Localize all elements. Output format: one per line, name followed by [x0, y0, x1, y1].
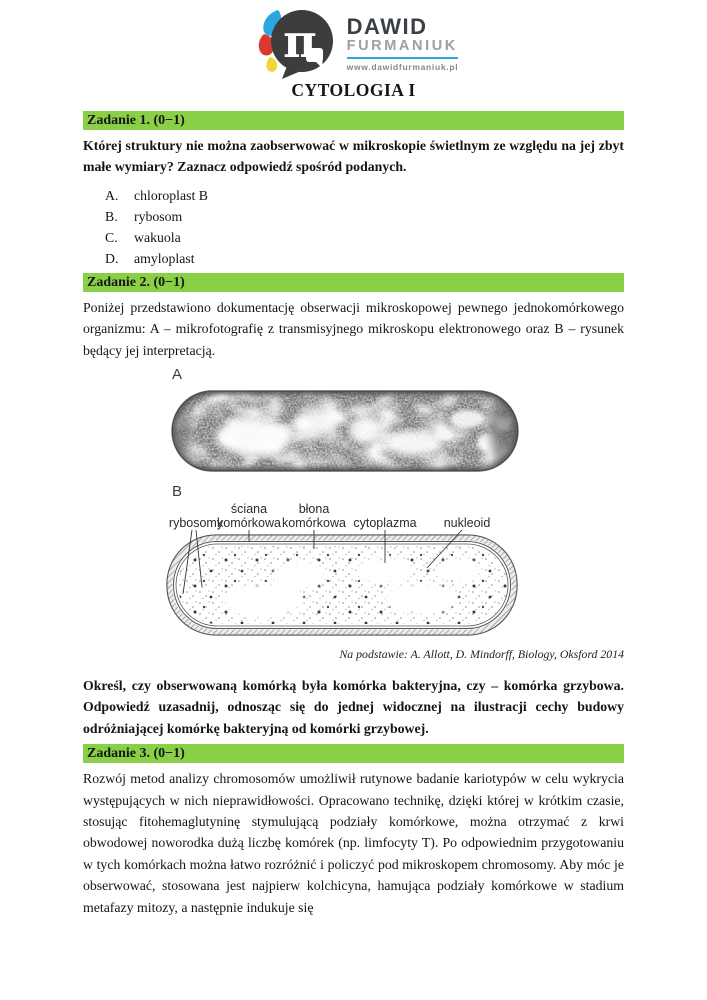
label-nukleoid: nukleoid — [443, 516, 491, 531]
task2-command: Określ, czy obserwowaną komórką była komórka bakteryjna, czy – komórka grzybowa. Odpowiedź uzasadnij, odnosząc się do jednej widocznej na ilustracji cechy budowy odróżniającej komórkę bakteryjną od komórki grzybowej. — [83, 678, 624, 736]
bacterium-micrograph-image — [169, 385, 521, 477]
ink-drop-yellow-icon — [266, 57, 277, 72]
figure-a-label: A — [172, 366, 183, 384]
pi-speech-bubble-logo-icon — [249, 6, 337, 80]
answer-option-b — [105, 206, 624, 227]
task3-intro: Rozwój metod analizy chromosomów umożliwił rutynowe badanie kariotypów w celu wykrycia występujących w nich nieprawidłowości. Opracowano technikę, dzięki której w krótkim czasie, stosując fitohemaglutyninę stymulującą podziały komórkowe, można otrzymać z krwi obwodowej noworodka dużą liczbę komórek (np. limfocyty T). Po odpowiednim przygotowaniu w tych komórkach można łatwo rozróżnić i policzyć pod mikroskopem chromosomy. Aby móc je obserwować, stosowana jest najpierw kolchicyna, hamująca podziały komórkowe w stadium metafazy mitozy, a następnie indukuje się — [83, 771, 624, 915]
figure-b-label: B — [172, 483, 183, 501]
option-letter: A. — [105, 187, 119, 203]
pi-glyph: π — [282, 14, 317, 68]
bacterium-diagram-image — [159, 501, 527, 638]
option-letter: D. — [105, 250, 119, 266]
brand-header — [0, 0, 707, 74]
source-citation: Na podstawie: A. Allott, D. Mindorff, Biology, Oksford 2014 — [339, 647, 624, 662]
label-blona-line2: komórkowa — [282, 516, 346, 531]
option-letter: C. — [105, 229, 118, 245]
task2-header-bar: Zadanie 2. (0−1) — [83, 273, 624, 292]
label-rybosomy: rybosomy — [168, 516, 224, 531]
task1-question: Której struktury nie można zaobserwować w mikroskopie świetlnym ze względu na jej zbyt małe wymiary? Zaznacz odpowiedź spośród podanych. — [83, 138, 624, 175]
ribosome-dots — [178, 546, 508, 624]
brand-text-block — [347, 6, 459, 72]
label-cytoplazma: cytoplazma — [353, 516, 417, 531]
option-text: chloroplast B — [134, 187, 208, 203]
label-sciana-line1: ściana — [230, 502, 268, 517]
brand-name-secondary: FURMANIUK — [346, 38, 458, 54]
option-text: wakuola — [134, 229, 181, 245]
task3-header-bar: Zadanie 3. (0−1) — [83, 744, 624, 763]
brand-divider — [347, 57, 459, 59]
page-title: CYTOLOGIA I — [291, 80, 416, 100]
option-text: amyloplast — [134, 250, 195, 266]
label-blona-line1: błona — [298, 502, 330, 517]
option-text: rybosom — [134, 208, 183, 224]
task2-intro: Poniżej przedstawiono dokumentację obserwacji mikroskopowej pewnego jednokomórkowego organizmu: A – mikrofotografię z transmisyjnego mikroskopu elektronowego oraz B – rysunek będący jej interpretacją. — [83, 299, 624, 358]
brand-name-primary: DAWID — [346, 14, 428, 39]
option-letter: B. — [105, 208, 118, 224]
answer-option-d — [105, 248, 624, 269]
document-body — [83, 111, 624, 918]
task1-header-bar: Zadanie 1. (0−1) — [83, 111, 624, 130]
answer-option-c — [105, 227, 624, 248]
task1-options — [105, 185, 624, 269]
brand-website: www.dawidfurmaniuk.pl — [346, 62, 459, 72]
figure-block — [83, 366, 624, 638]
label-sciana-line2: komórkowa — [217, 516, 281, 531]
answer-option-a — [105, 185, 624, 206]
